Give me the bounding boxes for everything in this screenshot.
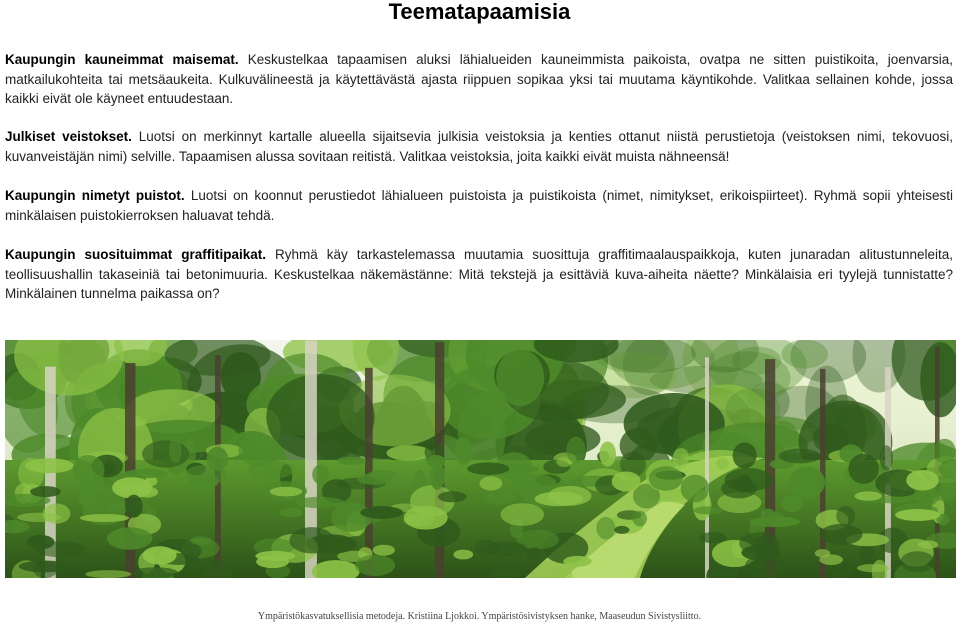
foliage-blob [693, 506, 723, 514]
foliage-blob [355, 555, 395, 576]
foliage-blob [725, 468, 773, 492]
foliage-blob [596, 517, 615, 540]
foliage-blob [649, 466, 683, 490]
foliage-blob [427, 455, 446, 468]
foliage-blob [501, 503, 545, 526]
section-text: Ryhmä käy tarkastelemassa muutamia suosittuja graffitimaalauspaikkoja, kuten junaradan alitustunneleita, teollisuushallin takaseiniä tai betonimuuria. Keskustelkaa näkemästänne: Mitä tekstejä ja esittäviä kuva-aiheita näette? Minkälaisia eri tyylejä tunnistatte? Minkälainen tunnelma paikassa on? [5, 247, 953, 301]
foliage-blob [761, 509, 776, 520]
foliage-blob [820, 524, 863, 545]
foliage-blob [895, 509, 940, 521]
foliage-blob [80, 514, 129, 522]
foliage-blob [289, 527, 334, 553]
foliage-blob [700, 532, 727, 543]
section-heading: Julkiset veistokset. [5, 129, 132, 144]
section-landscapes [5, 50, 953, 109]
foliage-blob [632, 511, 647, 527]
foliage-blob [238, 436, 280, 467]
section-parks [5, 186, 953, 225]
foliage-blob [906, 470, 939, 491]
foliage-blob [454, 437, 473, 465]
foliage-blob [27, 535, 55, 549]
foliage-blob [143, 546, 177, 564]
section-heading: Kaupungin suosituimmat graffitipaikat. [5, 247, 266, 262]
canopy-blob [266, 374, 374, 460]
foliage-blob [781, 495, 803, 512]
foliage-blob [132, 567, 178, 578]
foliage-blob [475, 540, 499, 556]
footer-credit: Ympäristökasvatuksellisia metodeja. Kristiina Ljokkoi. Ympäristösivistyksen hanke, Maaseudun Sivistysliitto. [257, 611, 702, 622]
section-text: Keskustelkaa tapaamisen aluksi lähialueiden kauneimmista paikoista, ovatpa ne sitten puistikoita, joenvarsia, matkailukohteita tai metsäaukeita. Kulkuvälineestä ja käytettävästä ajasta riippuen sopikaa yksi tai muutama käyntikohde. Valitkaa sellainen kohde, jossa kaikki eivät ole käyneet entuudestaan. [5, 52, 953, 106]
foliage-blob [857, 564, 890, 572]
foliage-blob [467, 462, 509, 475]
foliage-blob [33, 561, 58, 578]
foliage-blob [836, 506, 855, 526]
foliage-blob [779, 449, 821, 464]
section-graffiti [5, 245, 953, 304]
foliage-blob [279, 508, 303, 518]
canopy-blob [782, 340, 829, 369]
foliage-blob [599, 442, 616, 467]
foliage-blob [483, 490, 516, 504]
foliage-blob [184, 465, 227, 485]
foliage-blob [191, 536, 212, 545]
foliage-blob [900, 551, 934, 572]
foliage-blob [612, 472, 641, 492]
foliage-blob [25, 458, 74, 473]
foliage-blob [331, 503, 372, 532]
section-sculptures [5, 127, 953, 166]
foliage-blob [741, 545, 781, 561]
foliage-blob [673, 448, 689, 468]
canopy-blob [496, 349, 544, 406]
section-heading: Kaupungin kauneimmat maisemat. [5, 52, 239, 67]
foliage-blob [918, 540, 938, 548]
foliage-blob [535, 492, 584, 507]
tree-trunk [705, 357, 709, 578]
foliage-blob [125, 495, 143, 518]
foliage-blob [357, 473, 393, 484]
foliage-blob [73, 455, 105, 485]
forest-path-illustration [5, 340, 956, 578]
foliage-blob [296, 497, 344, 508]
foliage-blob [43, 504, 71, 524]
foliage-blob [404, 506, 448, 530]
foliage-blob [681, 475, 710, 503]
foliage-blob [107, 527, 153, 549]
foliage-blob [360, 506, 403, 519]
foliage-blob [819, 554, 843, 565]
foliage-blob [855, 491, 882, 500]
foliage-blob [614, 526, 629, 534]
foliage-blob [733, 442, 757, 468]
section-text: Luotsi on merkinnyt kartalle alueella sijaitsevia julkisia veistoksia ja kenties ottanut niistä perustietoja (veistoksen nimi, tekovuosi, kuvanveistäjän nimi) selville. Tapaamisen alussa sovitaan reitistä. Valitkaa veistoksia, joita kaikki eivät muista nähneensä! [5, 129, 953, 164]
foliage-blob [563, 556, 591, 567]
foliage-blob [525, 547, 543, 559]
foliage-blob [142, 440, 189, 467]
page-title: Teematapaamisia [388, 0, 571, 24]
section-heading: Kaupungin nimetyt puistot. [5, 188, 185, 203]
foliage-blob [256, 555, 289, 568]
foliage-blob [480, 476, 503, 490]
foliage-blob [312, 465, 329, 485]
forest-path-photo [5, 340, 956, 578]
foliage-blob [77, 482, 95, 506]
foliage-blob [337, 457, 366, 465]
foliage-blob [453, 550, 473, 560]
foliage-blob [566, 437, 585, 464]
foliage-blob [511, 474, 557, 493]
foliage-blob [270, 487, 303, 497]
foliage-blob [880, 445, 893, 471]
foliage-blob [169, 437, 182, 463]
foliage-blob [848, 454, 878, 484]
foliage-blob [716, 457, 729, 469]
foliage-blob [373, 545, 395, 556]
foliage-blob [85, 570, 131, 578]
section-text: Luotsi on koonnut perustiedot lähialueen puistoista ja puistikoista (nimet, nimitykset, erikoispiirteet). Ryhmä sopii yhteisesti minkälaisen puistokierroksen haluavat tehdä. [5, 188, 953, 223]
foliage-blob [789, 466, 825, 498]
foliage-blob [438, 491, 467, 502]
